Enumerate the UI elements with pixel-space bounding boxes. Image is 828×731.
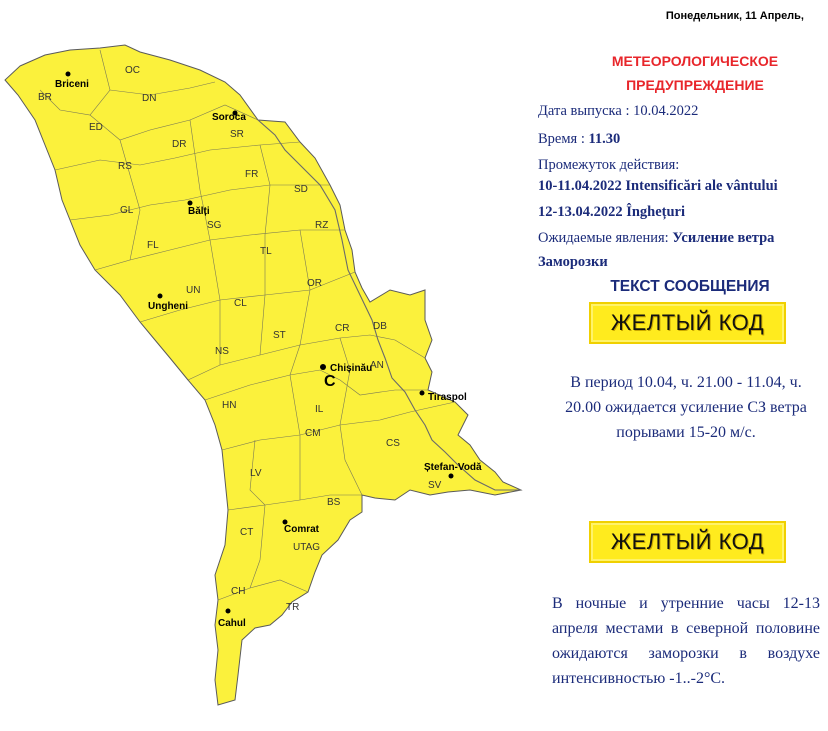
city-dot — [449, 474, 454, 479]
time-value: 11.30 — [588, 131, 621, 147]
issue-date-value: 10.04.2022 — [633, 103, 699, 119]
district-label: UTAG — [293, 542, 321, 553]
message-text-frost: В ночные и утренние часы 12-13 апреля местами в северной половине ожидаются заморозки в воздухе интенсивностью -1..-2°С. — [552, 595, 820, 687]
district-label: ST — [273, 330, 286, 341]
district-label: UN — [186, 285, 201, 296]
issue-date-row — [538, 103, 698, 120]
warning-title-line1: МЕТЕОРОЛОГИЧЕСКОЕ — [611, 53, 779, 69]
district-label: CL — [234, 298, 247, 309]
district-label: AN — [370, 360, 384, 371]
district-label: FR — [245, 169, 259, 180]
district-label: BS — [327, 497, 341, 508]
district-label: RS — [118, 161, 132, 172]
city-label: Cahul — [218, 618, 246, 629]
district-label: SV — [428, 480, 442, 491]
period-2: 12-13.04.2022 Înghețuri — [538, 204, 686, 220]
city-dot — [320, 364, 326, 370]
district-label: SD — [294, 184, 308, 195]
district-label: DB — [373, 321, 387, 332]
city-dot — [420, 391, 425, 396]
message-title: ТЕКСТ СООБЩЕНИЯ — [610, 278, 770, 295]
district-label: CH — [231, 586, 246, 597]
district-label: SR — [230, 129, 244, 140]
district-label: CR — [335, 323, 350, 334]
district-label: CT — [240, 527, 254, 538]
district-label: IL — [315, 404, 324, 415]
city-label: Bălți — [188, 206, 210, 217]
district-label: ED — [89, 122, 103, 133]
district-label: BR — [38, 92, 52, 103]
district-label: OR — [307, 278, 322, 289]
period-1: 10-11.04.2022 Intensificări ale vântului — [538, 178, 778, 194]
issue-date-label: Дата выпуска : — [538, 103, 630, 119]
yellow-code-badge: ЖЕЛТЫЙ КОД — [589, 521, 786, 563]
moldova-map — [0, 40, 525, 720]
city-label: Tiraspol — [428, 392, 467, 403]
district-label: DN — [142, 93, 157, 104]
district-label: LV — [250, 468, 262, 479]
city-label: Comrat — [284, 524, 320, 535]
message-text-wind: В период 10.04, ч. 21.00 - 11.04, ч. 20.00 ожидается усиление СЗ ветра порывами 15-20 м/с. — [565, 374, 807, 441]
city-label: Chișinău — [330, 363, 373, 374]
city-label: Ștefan-Vodă — [424, 462, 482, 473]
city-dot — [158, 294, 163, 299]
city-label: Soroca — [212, 112, 246, 123]
city-dot — [66, 72, 71, 77]
district-label: OC — [125, 65, 140, 76]
district-label: SG — [207, 220, 222, 231]
expected-1: Усиление ветра — [672, 230, 775, 246]
city-dot — [226, 609, 231, 614]
district-label-chisinau: C — [324, 373, 336, 390]
district-label: DR — [172, 139, 187, 150]
warning-title-line2: ПРЕДУПРЕЖДЕНИЕ — [626, 77, 764, 93]
country-shape — [5, 45, 521, 705]
district-label: GL — [120, 205, 134, 216]
district-label: FL — [147, 240, 159, 251]
expected-row — [538, 230, 774, 247]
district-label: TR — [286, 602, 300, 613]
district-label: CS — [386, 438, 400, 449]
header-date: Понедельник, 11 Апрель, — [665, 10, 804, 22]
city-dot — [188, 201, 193, 206]
expected-label: Ожидаемые явления: — [538, 230, 669, 246]
time-row — [538, 131, 620, 148]
city-label: Briceni — [55, 79, 89, 90]
district-label: TL — [260, 246, 272, 257]
yellow-code-badge: ЖЕЛТЫЙ КОД — [589, 302, 786, 344]
district-label: CM — [305, 428, 321, 439]
district-label: RZ — [315, 220, 329, 231]
period-label: Промежуток действия: — [538, 157, 680, 173]
time-label: Время : — [538, 131, 585, 147]
expected-2: Заморозки — [538, 254, 608, 270]
district-label: NS — [215, 346, 229, 357]
city-label: Ungheni — [148, 301, 188, 312]
district-label: HN — [222, 400, 237, 411]
